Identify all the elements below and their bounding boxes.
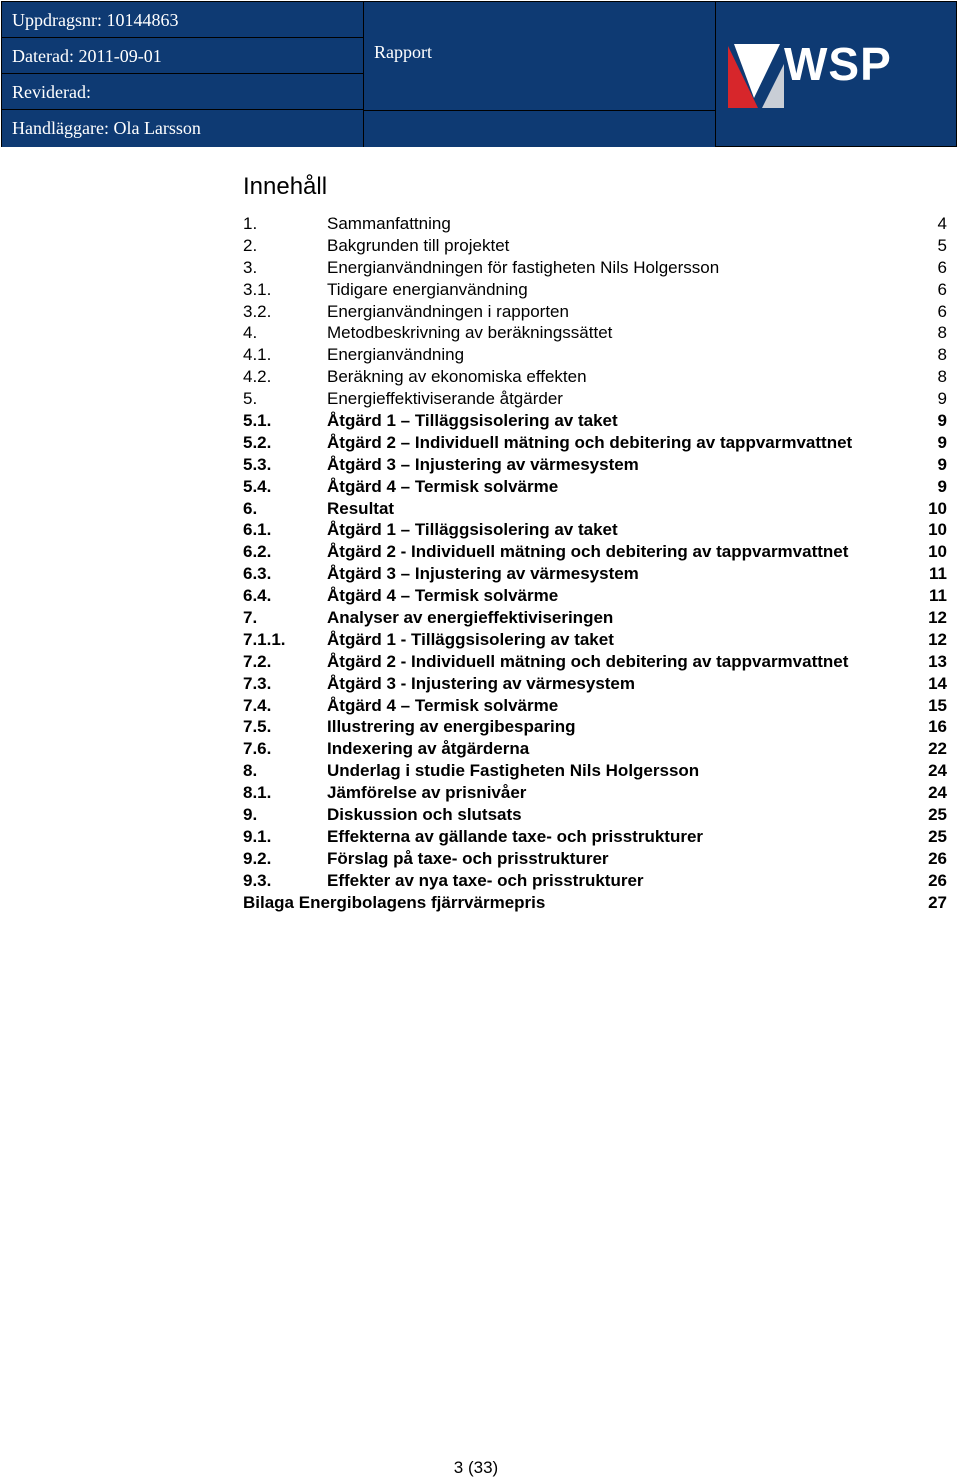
toc-entry-number: 6.3. — [243, 564, 272, 584]
toc-entry[interactable] — [243, 257, 953, 279]
toc-entry-title: Förslag på taxe- och prisstrukturer — [327, 848, 609, 868]
toc-entry-number: 7. — [243, 608, 258, 628]
toc-entry-title: Metodbeskrivning av beräkningssättet — [327, 323, 613, 343]
toc-appendix-page: 27 — [928, 892, 947, 912]
toc-entry-title: Åtgärd 3 - Injustering av värmesystem — [327, 673, 636, 693]
toc-entry-number: 7.5. — [243, 717, 272, 737]
toc-appendix-title: Bilaga Energibolagens fjärrvärmepris — [243, 892, 546, 912]
toc-entry-number: 5.2. — [243, 432, 272, 452]
toc-entry[interactable] — [243, 607, 953, 629]
toc-entry-page: 10 — [928, 498, 947, 518]
toc-title: Innehåll — [243, 173, 328, 200]
toc-entry-number: 5.1. — [243, 411, 272, 431]
toc-entry-number: 3. — [243, 257, 258, 277]
toc-entry-number: 6.1. — [243, 520, 272, 540]
toc-entry-number: 2. — [243, 235, 258, 255]
toc-entry-page: 6 — [937, 301, 947, 321]
toc-entry[interactable] — [243, 716, 953, 738]
toc-entry-page: 6 — [937, 279, 947, 299]
toc-entry-page: 8 — [937, 323, 947, 343]
document-type: Rapport — [374, 42, 432, 62]
toc-entry-number: 6. — [243, 498, 258, 518]
toc-entry-page: 9 — [937, 476, 947, 496]
toc-appendix-entry[interactable] — [243, 892, 953, 914]
toc-entry-number: 7.3. — [243, 673, 272, 693]
toc-entry-title: Tidigare energianvändning — [327, 279, 528, 299]
toc-entry-page: 12 — [928, 608, 947, 628]
toc-entry-number: 3.2. — [243, 301, 272, 321]
toc-entry[interactable] — [243, 388, 953, 410]
header-empty-cell — [364, 111, 716, 147]
toc-entry-number: 1. — [243, 214, 258, 233]
toc-entry-number: 8. — [243, 761, 258, 781]
toc-entry-title: Beräkning av ekonomiska effekten — [327, 367, 587, 387]
wsp-logo: WSP — [784, 38, 892, 90]
toc-entry[interactable] — [243, 410, 953, 432]
page-footer — [0, 1458, 960, 1478]
toc-entry-page: 26 — [928, 870, 947, 890]
toc-entry-page: 10 — [928, 542, 947, 562]
toc-entry-title: Energieffektiviserande åtgärder — [327, 389, 563, 409]
toc-entry-title: Åtgärd 4 – Termisk solvärme — [327, 586, 559, 606]
toc-entry-number: 5.3. — [243, 454, 272, 474]
toc-entry-title: Resultat — [327, 498, 395, 518]
toc-entry[interactable] — [243, 366, 953, 388]
toc-entry-number: 5.4. — [243, 476, 272, 496]
toc-entry-title: Effekter av nya taxe- och prisstrukturer — [327, 870, 644, 890]
toc-entry-number: 7.2. — [243, 651, 272, 671]
header-doc-type-cell — [364, 2, 716, 111]
toc-entry-page: 11 — [929, 564, 947, 584]
toc-entry-page: 13 — [928, 651, 947, 671]
toc-entry[interactable] — [243, 585, 953, 607]
toc-entry[interactable] — [243, 629, 953, 651]
toc-entry-page: 25 — [928, 826, 947, 846]
revised-field: Reviderad: — [2, 74, 363, 110]
toc-entry-page: 26 — [928, 848, 947, 868]
toc-entry-number: 7.1.1. — [243, 629, 286, 649]
toc-entry-number: 3.1. — [243, 279, 272, 299]
wsp-logo-mark-icon — [728, 38, 784, 108]
toc-entry[interactable] — [243, 870, 953, 892]
toc-entry-title: Energianvändning — [327, 345, 465, 365]
toc-entry[interactable] — [243, 301, 953, 323]
toc-entry-page: 16 — [928, 717, 947, 737]
toc-entry-page: 4 — [937, 214, 947, 233]
logo-cell — [716, 2, 956, 146]
toc-entry-number: 9.3. — [243, 870, 272, 890]
toc-entry[interactable] — [243, 213, 953, 235]
toc-entry-title: Jämförelse av prisnivåer — [327, 783, 527, 803]
toc-entry-number: 7.6. — [243, 739, 272, 759]
toc-entry-title: Sammanfattning — [327, 214, 451, 233]
toc-entry[interactable] — [243, 651, 953, 673]
toc-entry[interactable] — [243, 519, 953, 541]
toc-entry-page: 5 — [937, 235, 947, 255]
toc-entry-title: Analyser av energieffektiviseringen — [327, 608, 614, 628]
toc-entry-number: 6.2. — [243, 542, 272, 562]
toc-entry[interactable] — [243, 235, 953, 257]
handler-field: Handläggare: Ola Larsson — [2, 110, 363, 147]
toc-entry-page: 9 — [937, 411, 947, 431]
toc-entry[interactable] — [243, 344, 953, 366]
toc-entry-number: 8.1. — [243, 783, 272, 803]
toc-entry-page: 14 — [928, 673, 947, 693]
toc-entry-title: Åtgärd 1 – Tilläggsisolering av taket — [327, 411, 618, 431]
toc-entry-page: 22 — [928, 739, 947, 759]
document-header — [1, 1, 957, 147]
assignment-number: Uppdragsnr: 10144863 — [2, 2, 363, 38]
toc-entry[interactable] — [243, 848, 953, 870]
toc-entry[interactable] — [243, 695, 953, 717]
toc-entry-title: Indexering av åtgärderna — [327, 739, 530, 759]
toc-entry[interactable] — [243, 673, 953, 695]
toc-entry-page: 8 — [937, 367, 947, 387]
toc-entry[interactable] — [243, 322, 953, 344]
toc-entry[interactable] — [243, 738, 953, 760]
toc-entry-page: 9 — [937, 454, 947, 474]
table-of-contents — [243, 213, 953, 914]
toc-entry-number: 4. — [243, 323, 258, 343]
toc-entry-title: Underlag i studie Fastigheten Nils Holgersson — [327, 761, 700, 781]
header-meta-column — [2, 2, 364, 146]
toc-entry[interactable] — [243, 279, 953, 301]
toc-entry-page: 24 — [928, 783, 947, 803]
toc-entry-title: Bakgrunden till projektet — [327, 235, 510, 255]
toc-entry-page: 12 — [928, 629, 947, 649]
toc-entry-page: 11 — [929, 586, 947, 606]
toc-entry[interactable] — [243, 782, 953, 804]
toc-entry-title: Energianvändningen i rapporten — [327, 301, 569, 321]
toc-entry-number: 6.4. — [243, 586, 272, 606]
toc-entry-page: 6 — [937, 257, 947, 277]
toc-entry-number: 5. — [243, 389, 258, 409]
toc-entry[interactable] — [243, 826, 953, 848]
page-number: 3 (33) — [453, 1458, 499, 1477]
toc-entry-number: 9.1. — [243, 826, 272, 846]
toc-entry-title: Åtgärd 3 – Injustering av värmesystem — [327, 454, 639, 474]
toc-entry-number: 4.1. — [243, 345, 272, 365]
toc-entry-title: Åtgärd 1 - Tilläggsisolering av taket — [327, 629, 614, 649]
toc-entry[interactable] — [243, 760, 953, 782]
toc-entry-title: Energianvändningen för fastigheten Nils Holgersson — [327, 257, 720, 277]
toc-entry-page: 25 — [928, 805, 947, 825]
toc-entry-number: 4.2. — [243, 367, 272, 387]
toc-entry[interactable] — [243, 563, 953, 585]
toc-entry-page: 8 — [937, 345, 947, 365]
toc-entry-title: Effekterna av gällande taxe- och prisstrukturer — [327, 826, 704, 846]
toc-entry-title: Diskussion och slutsats — [327, 805, 522, 825]
toc-entry-page: 15 — [928, 695, 947, 715]
date-field: Daterad: 2011-09-01 — [2, 38, 363, 74]
toc-entry[interactable] — [243, 432, 953, 454]
toc-entry-title: Illustrering av energibesparing — [327, 717, 576, 737]
toc-entry-page: 24 — [928, 761, 947, 781]
toc-entry-title: Åtgärd 2 - Individuell mätning och debitering av tappvarmvattnet — [327, 651, 849, 671]
toc-entry[interactable] — [243, 476, 953, 498]
toc-entry-title: Åtgärd 3 – Injustering av värmesystem — [327, 564, 639, 584]
toc-entry-number: 7.4. — [243, 695, 272, 715]
toc-entry-title: Åtgärd 1 – Tilläggsisolering av taket — [327, 520, 618, 540]
toc-entry-number: 9.2. — [243, 848, 272, 868]
toc-entry-number: 9. — [243, 805, 258, 825]
toc-entry-page: 10 — [928, 520, 947, 540]
toc-entry-page: 9 — [937, 432, 947, 452]
toc-entry[interactable] — [243, 454, 953, 476]
toc-entry[interactable] — [243, 498, 953, 520]
toc-entry-page: 9 — [937, 389, 947, 409]
toc-entry-title: Åtgärd 4 – Termisk solvärme — [327, 476, 559, 496]
toc-entry-title: Åtgärd 2 - Individuell mätning och debitering av tappvarmvattnet — [327, 542, 849, 562]
toc-entry-title: Åtgärd 2 – Individuell mätning och debitering av tappvarmvattnet — [327, 432, 853, 452]
toc-entry-title: Åtgärd 4 – Termisk solvärme — [327, 695, 559, 715]
toc-entry[interactable] — [243, 804, 953, 826]
toc-entry[interactable] — [243, 541, 953, 563]
